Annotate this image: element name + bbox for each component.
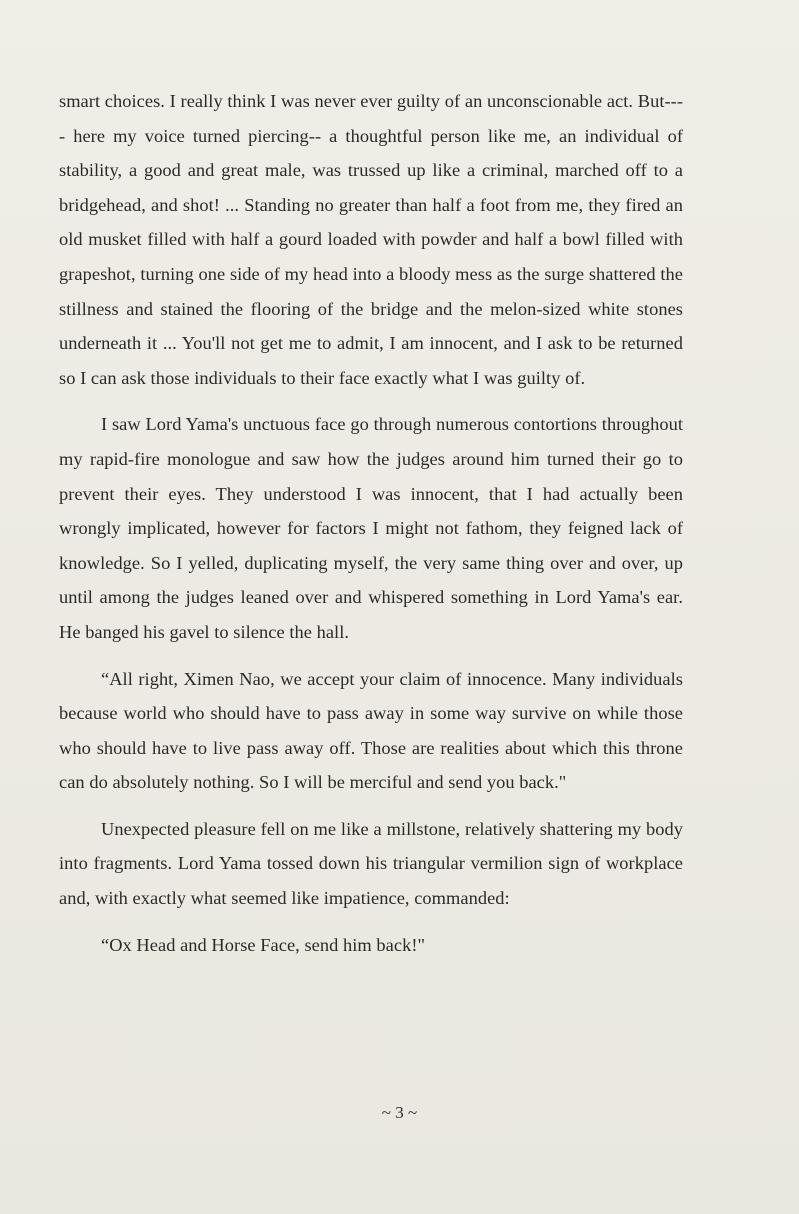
page-number: ~ 3 ~ [381,1103,418,1122]
page-body-text [59,84,683,974]
paragraph-4: Unexpected pleasure fell on me like a millstone, relatively shattering my body into fragments. Lord Yama tossed down his triangular vermilion sign of workplace and, with exactly what seemed like impatience, commanded: [59,818,683,909]
paragraph-1: smart choices. I really think I was never ever guilty of an unconscionable act. But---- here my voice turned piercing-- a thoughtful person like me, an individual of stability, a good and great male, was trussed up like a criminal, marched off to a bridgehead, and shot! ... Standing no greater than half a foot from me, they fired an old musket filled with half a gourd loaded with powder and half a bowl filled with grapeshot, turning one side of my head into a bloody mess as the surge shattered the stillness and stained the flooring of the bridge and the melon-sized white stones underneath it ... You'll not get me to admit, I am innocent, and I ask to be returned so I can ask those individuals to their face exactly what I was guilty of. [59,91,683,388]
paragraph-5: “Ox Head and Horse Face, send him back!" [101,934,426,955]
paragraph-2: I saw Lord Yama's unctuous face go through numerous contortions throughout my rapid-fire monologue and saw how the judges around him turned their go to prevent their eyes. They understood I was innocent, that I had actually been wrongly implicated, however for factors I might not fathom, they feigned lack of knowledge. So I yelled, duplicating myself, the very same thing over and over, up until among the judges leaned over and whispered something in Lord Yama's ear. He banged his gavel to silence the hall. [59,414,683,642]
paragraph-3: “All right, Ximen Nao, we accept your claim of innocence. Many individuals because world who should have to pass away in some way survive on while those who should have to live pass away off. Those are realities about which this throne can do absolutely nothing. So I will be merciful and send you back." [59,668,683,793]
